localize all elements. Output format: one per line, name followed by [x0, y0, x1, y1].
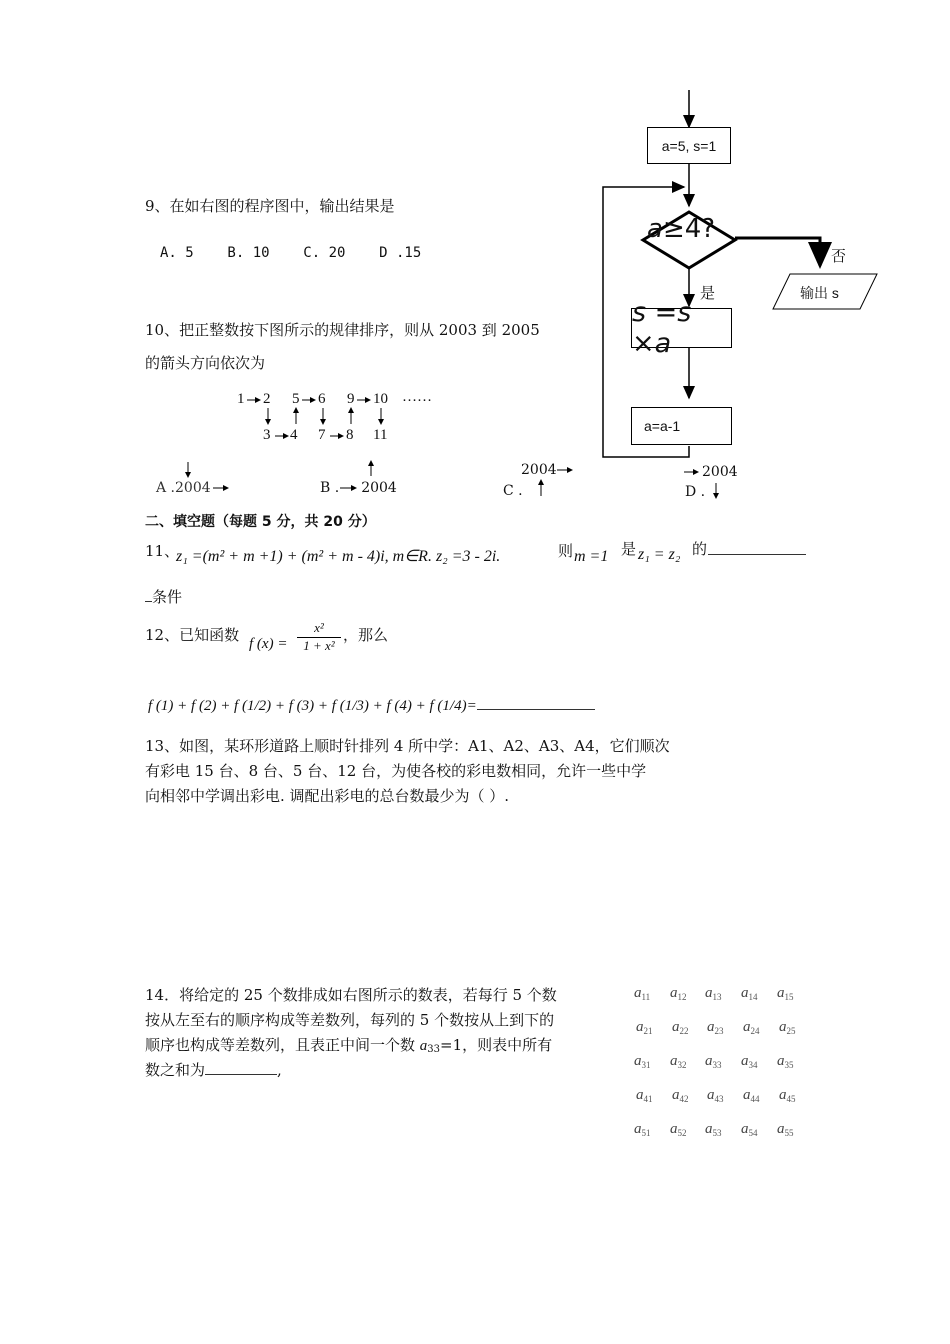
matrix-cell-subscript: 41: [643, 1094, 653, 1104]
q14-line2: 按从左至右的顺序构成等差数列，每列的 5 个数按从上到下的: [145, 1011, 555, 1029]
q12-numerator: x²: [297, 620, 341, 638]
matrix-cell-letter: a: [705, 985, 713, 1001]
pattern-num: 1: [237, 391, 245, 407]
q14-line3-var: a: [419, 1038, 428, 1054]
q11-blank: [708, 542, 806, 555]
q10-option-b-num: 2004: [361, 480, 397, 496]
matrix-cell-letter: a: [634, 1121, 642, 1137]
flow-arrow-no: [735, 238, 820, 266]
pattern-num: 5: [292, 391, 300, 407]
q11-label: 11、: [145, 542, 180, 560]
matrix-cell: [741, 985, 758, 1002]
matrix-cell: [636, 1087, 653, 1104]
matrix-cell-letter: a: [705, 1121, 713, 1137]
q10-option-c-label: C .: [503, 483, 523, 499]
matrix-cell-subscript: 45: [786, 1094, 796, 1104]
matrix-cell-letter: a: [777, 1053, 785, 1069]
q12-func: f (x) =: [249, 636, 288, 652]
pattern-num: 11: [373, 427, 388, 443]
matrix-cell-subscript: 34: [748, 1060, 758, 1070]
q12-sum: [148, 697, 595, 715]
q11-condition: m =1: [574, 548, 609, 565]
pattern-num: 8: [346, 427, 354, 443]
q14-line3d: =1，则表中所有: [440, 1036, 553, 1054]
q10-line1: 10、把正整数按下图所示的规律排序，则从 2003 到 2005: [145, 321, 540, 339]
yes-label: 是: [700, 284, 716, 302]
q10-option-d-label: D .: [685, 484, 706, 500]
condition-var: a: [647, 214, 663, 244]
q12-blank: [477, 697, 595, 710]
matrix-cell: [741, 1121, 758, 1138]
pattern-num: 6: [318, 391, 326, 407]
matrix-cell-subscript: 13: [712, 992, 722, 1002]
matrix-cell-letter: a: [777, 985, 785, 1001]
q12-comma: ，那么: [343, 626, 389, 644]
matrix-cell-subscript: 54: [748, 1128, 758, 1138]
q9-text: 9、在如右图的程序图中，输出结果是: [145, 197, 395, 215]
matrix-cell: [634, 985, 650, 1002]
q14-line1: 14．将给定的 25 个数排成如右图所示的数表，若每行 5 个数: [145, 986, 557, 1004]
matrix-cell-letter: a: [779, 1087, 787, 1103]
q14-line3-sub: 33: [427, 1044, 441, 1055]
q14-line4: [145, 1059, 282, 1080]
q10-option-d-num: 2004: [702, 464, 738, 480]
matrix-cell: [707, 1087, 724, 1104]
q11-formula: z₁ =(m² + m +1) + (m² + m - 4)i, m∈R. z₂ =3 - 2i.: [176, 548, 501, 565]
output-text: 输出 s: [800, 285, 839, 301]
q12-denominator: 1 + x²: [303, 638, 335, 653]
q10-line2: 的箭头方向依次为: [145, 354, 266, 372]
q13-line2: 有彩电 15 台、8 台、5 台、12 台，为使各校的彩电数相同，允许一些中学: [145, 762, 647, 780]
matrix-cell: [670, 985, 687, 1002]
matrix-cell-subscript: 33: [712, 1060, 722, 1070]
matrix-cell: [777, 1121, 794, 1138]
matrix-cell-letter: a: [672, 1087, 680, 1103]
decrement-box: [631, 407, 732, 445]
matrix-cell: [705, 985, 722, 1002]
decrement-text: a=a-1: [644, 418, 681, 434]
no-label: 否: [831, 247, 847, 265]
pattern-num: 3: [263, 427, 271, 443]
pattern-num: 10: [373, 391, 388, 407]
matrix-cell-letter: a: [707, 1019, 715, 1035]
matrix-cell: [779, 1019, 796, 1036]
q11-equality: z₁ = z₂: [638, 546, 681, 563]
matrix-cell-letter: a: [670, 1121, 678, 1137]
matrix-cell: [743, 1019, 760, 1036]
q13-line1: 13、如图，某环形道路上顺时针排列 4 所中学：A1、A2、A3、A4，它们顺次: [145, 737, 670, 755]
matrix-cell-letter: a: [741, 1053, 749, 1069]
condition-label: [647, 214, 715, 244]
q11-tail-text: 条件: [152, 588, 183, 606]
matrix-cell-letter: a: [670, 985, 678, 1001]
matrix-cell-subscript: 15: [784, 992, 794, 1002]
matrix-cell-letter: a: [741, 1121, 749, 1137]
condition-rest: ≥4?: [662, 214, 716, 244]
matrix-cell: [707, 1019, 724, 1036]
matrix-cell: [672, 1019, 689, 1036]
pattern-num: 4: [290, 427, 298, 443]
q14-line3a: 顺序也构成等差数列，且表正中间一个数: [145, 1036, 420, 1054]
q12-label: 12、已知函数: [145, 626, 240, 644]
q10-option-arrows: [150, 455, 750, 505]
section-2-heading: 二、填空题（每题 5 分，共 20 分）: [145, 514, 376, 530]
matrix-cell: [634, 1053, 651, 1070]
init-box: [647, 127, 731, 164]
pattern-arrows: [230, 388, 440, 448]
matrix-cell-subscript: 31: [641, 1060, 651, 1070]
matrix-cell-subscript: 25: [786, 1026, 796, 1036]
q11-is: 是: [621, 540, 637, 558]
matrix-cell-subscript: 23: [714, 1026, 724, 1036]
q13-line3: 向相邻中学调出彩电. 调配出彩电的总台数最少为（ ）.: [145, 787, 510, 805]
matrix-cell-subscript: 51: [641, 1128, 651, 1138]
pattern-num: 9: [347, 391, 355, 407]
matrix-cell-subscript: 42: [679, 1094, 689, 1104]
matrix-cell-subscript: 43: [714, 1094, 724, 1104]
q14-line4-text: 数之和为: [145, 1061, 206, 1079]
q11-then: 则: [558, 542, 574, 560]
matrix-cell: [777, 985, 794, 1002]
matrix-cell: [670, 1053, 687, 1070]
q12-fraction: [297, 620, 341, 654]
matrix-cell-letter: a: [634, 1053, 642, 1069]
matrix-cell: [705, 1121, 722, 1138]
matrix-cell-subscript: 53: [712, 1128, 722, 1138]
matrix-cell-letter: a: [743, 1019, 751, 1035]
pattern-ellipsis: ……: [402, 389, 432, 405]
matrix-cell: [672, 1087, 689, 1104]
matrix-cell: [705, 1053, 722, 1070]
q11-tail-blank: [145, 589, 152, 602]
number-pattern: [230, 388, 440, 448]
matrix-cell-subscript: 24: [750, 1026, 760, 1036]
pattern-num: 7: [318, 427, 326, 443]
matrix-cell: [779, 1087, 796, 1104]
matrix-cell-letter: a: [636, 1087, 644, 1103]
matrix-cell-subscript: 11: [641, 992, 651, 1002]
q14-line4-end: ,: [277, 1061, 282, 1079]
matrix-cell-subscript: 52: [677, 1128, 687, 1138]
q9-options: A. 5 B. 10 C. 20 D .15: [160, 245, 422, 261]
q11-line: [145, 540, 179, 561]
matrix-cell-letter: a: [705, 1053, 713, 1069]
matrix-cell-letter: a: [670, 1053, 678, 1069]
matrix-cell-subscript: 22: [679, 1026, 689, 1036]
matrix-cell-letter: a: [741, 985, 749, 1001]
matrix-cell: [741, 1053, 758, 1070]
matrix-cell-letter: a: [672, 1019, 680, 1035]
assign-text: s =s ×a: [632, 297, 692, 359]
matrix-cell: [670, 1121, 687, 1138]
matrix-cell-subscript: 55: [784, 1128, 794, 1138]
assign-box: [631, 297, 732, 359]
matrix-cell-letter: a: [707, 1087, 715, 1103]
matrix-cell: [743, 1087, 760, 1104]
matrix-cell-letter: a: [743, 1087, 751, 1103]
q10-option-c-num: 2004: [521, 462, 557, 478]
q11-de: 的: [692, 540, 708, 558]
matrix-cell-subscript: 35: [784, 1060, 794, 1070]
q10-option-b-label: B .: [320, 480, 340, 496]
q12-sum-text: f (1) + f (2) + f (1/2) + f (3) + f (1/3) + f (4) + f (1/4)=: [148, 698, 477, 714]
q11-tail: [145, 586, 182, 607]
matrix-cell-letter: a: [779, 1019, 787, 1035]
matrix-cell: [777, 1053, 794, 1070]
matrix-cell-subscript: 44: [750, 1094, 760, 1104]
q10-option-b: [320, 480, 397, 496]
matrix-cell-letter: a: [777, 1121, 785, 1137]
q14-blank: [205, 1062, 277, 1075]
pattern-num: 2: [263, 391, 271, 407]
q14-line3: [145, 1034, 552, 1055]
matrix-cell-subscript: 21: [643, 1026, 653, 1036]
matrix-cell-letter: a: [636, 1019, 644, 1035]
matrix-cell-subscript: 32: [677, 1060, 687, 1070]
matrix-cell-subscript: 14: [748, 992, 758, 1002]
matrix-cell: [634, 1121, 651, 1138]
matrix-table: [634, 985, 814, 1155]
q10-option-a: A .2004: [156, 480, 211, 496]
matrix-cell: [636, 1019, 653, 1036]
matrix-cell-subscript: 12: [677, 992, 687, 1002]
init-text: a=5, s=1: [661, 137, 717, 154]
matrix-cell-letter: a: [634, 985, 642, 1001]
